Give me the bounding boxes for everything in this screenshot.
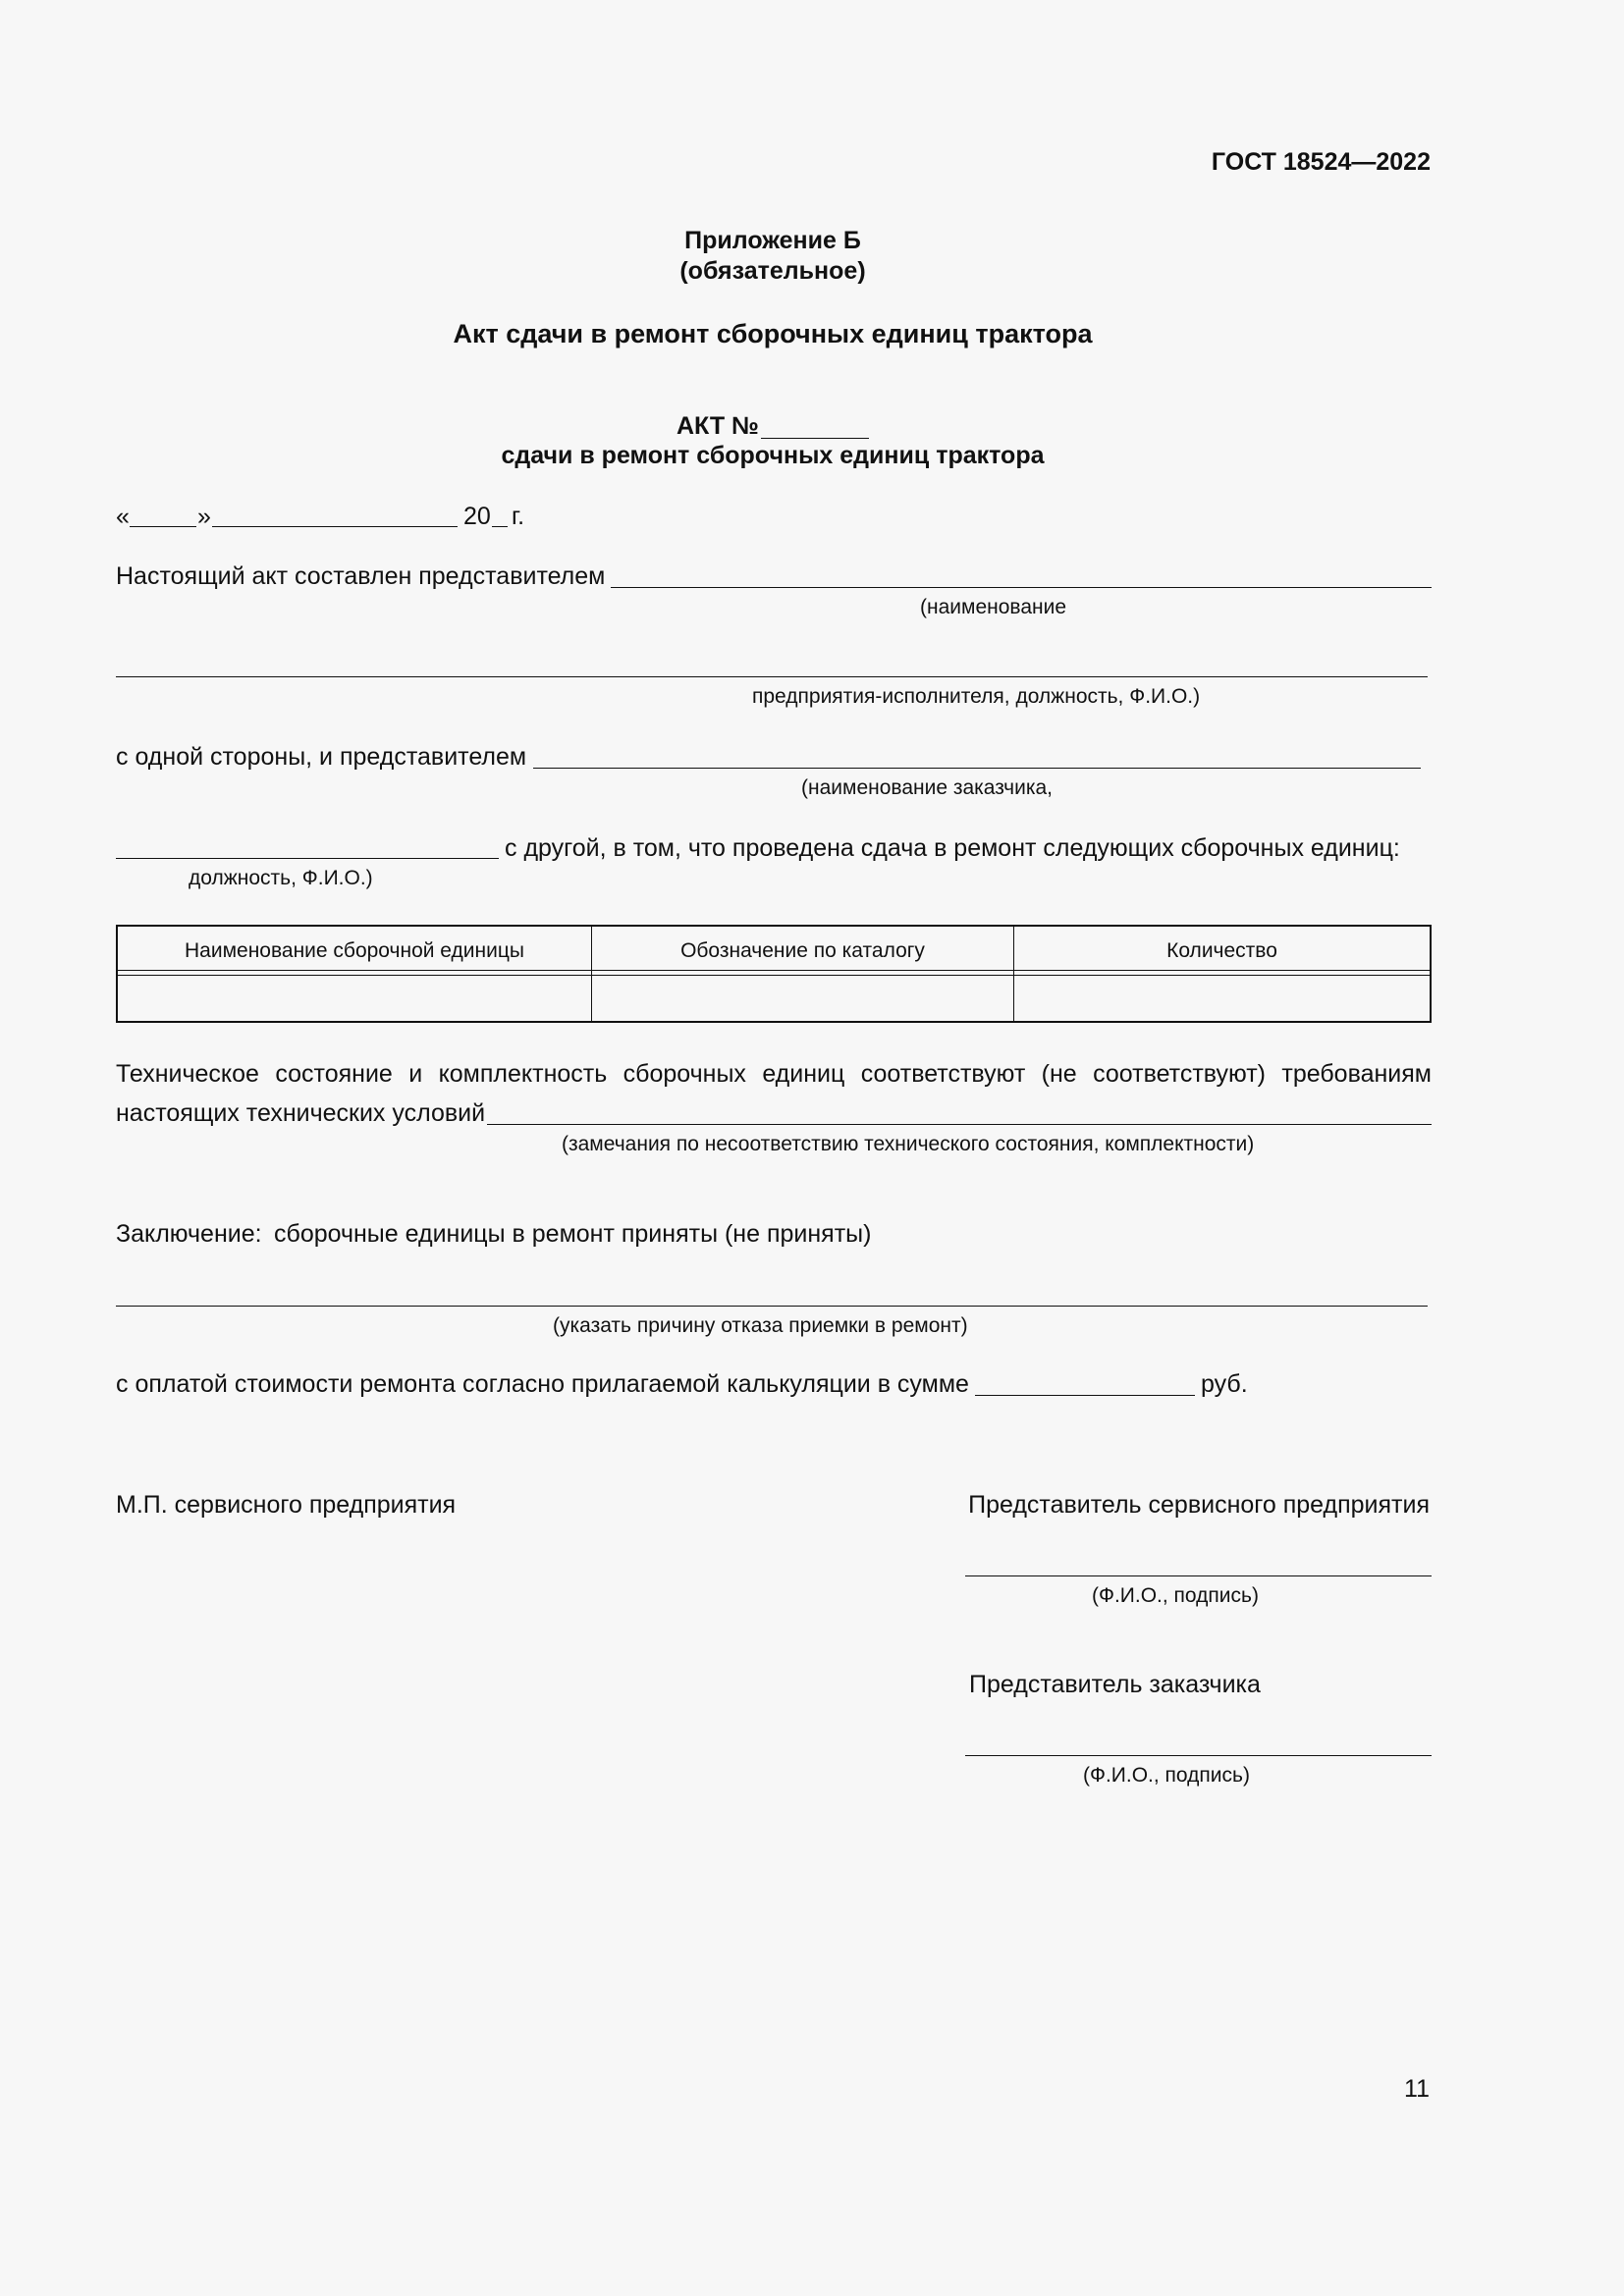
hint-name: (наименование xyxy=(920,596,1066,618)
table-header-name: Наименование сборочной единицы xyxy=(185,939,524,962)
table-cell-catalog[interactable] xyxy=(594,976,1011,1021)
condition-hint: (замечания по несоответствию технического состояния, комплектности) xyxy=(562,1133,1255,1155)
table-header-catalog: Обозначение по каталогу xyxy=(680,939,925,962)
date-year-field[interactable] xyxy=(492,526,508,527)
conclusion-text: сборочные единицы в ремонт приняты (не приняты) xyxy=(274,1220,872,1248)
table-cell-quantity[interactable] xyxy=(1016,976,1428,1021)
appendix-status: (обязательное) xyxy=(679,257,866,285)
refusal-reason-field[interactable] xyxy=(116,1306,1428,1307)
table-header-divider xyxy=(118,970,1430,971)
date-month-field[interactable] xyxy=(212,526,458,527)
date-close-quote: » xyxy=(197,503,211,530)
customer-position-field[interactable] xyxy=(116,858,499,859)
table-header-quantity: Количество xyxy=(1166,939,1277,962)
payment-amount-field[interactable] xyxy=(975,1395,1195,1396)
customer-name-field[interactable] xyxy=(533,768,1421,769)
customer-rep-hint: (Ф.И.О., подпись) xyxy=(1083,1764,1250,1787)
document-title: Акт сдачи в ремонт сборочных единиц трактора xyxy=(453,319,1093,348)
customer-rep-signature-field[interactable] xyxy=(965,1755,1432,1756)
date-open-quote: « xyxy=(116,503,130,530)
act-subtitle: сдачи в ремонт сборочных единиц трактора xyxy=(501,442,1045,469)
composed-by-label: Настоящий акт составлен представителем xyxy=(116,562,606,590)
page-number: 11 xyxy=(1404,2075,1430,2103)
payment-text: с оплатой стоимости ремонта согласно прилагаемой калькуляции в сумме xyxy=(116,1370,969,1398)
service-rep-label: Представитель сервисного предприятия xyxy=(968,1491,1430,1519)
hint-enterprise: предприятия-исполнителя, должность, Ф.И.О.) xyxy=(752,685,1201,708)
date-year-prefix: 20 xyxy=(463,503,491,530)
condition-line-1: Техническое состояние и комплектность сборочных единиц соответствуют (не соответствуют) требованиям xyxy=(116,1060,1432,1088)
condition-remarks-field[interactable] xyxy=(487,1124,1432,1125)
table-cell-name[interactable] xyxy=(120,976,589,1021)
customer-rep-label: Представитель заказчика xyxy=(969,1671,1261,1698)
service-rep-hint: (Ф.И.О., подпись) xyxy=(1092,1584,1259,1607)
service-rep-signature-field[interactable] xyxy=(965,1575,1432,1576)
one-side-label: с одной стороны, и представителем xyxy=(116,743,527,771)
other-side-label: с другой, в том, что проведена сдача в ремонт следующих сборочных единиц: xyxy=(505,834,1400,862)
executor-details-field[interactable] xyxy=(116,676,1428,677)
act-number-label: АКТ № xyxy=(677,412,760,440)
conclusion-label: Заключение: xyxy=(116,1220,262,1248)
assembly-units-table xyxy=(116,925,1432,1023)
date-day-field[interactable] xyxy=(130,526,196,527)
standard-number: ГОСТ 18524—2022 xyxy=(1211,148,1431,176)
conclusion-hint: (указать причину отказа приемки в ремонт) xyxy=(553,1314,968,1337)
hint-position: должность, Ф.И.О.) xyxy=(189,867,373,889)
stamp-label: М.П. сервисного предприятия xyxy=(116,1491,457,1519)
hint-customer: (наименование заказчика, xyxy=(801,776,1053,799)
condition-line-2: настоящих технических условий xyxy=(116,1099,486,1127)
payment-unit: руб. xyxy=(1201,1370,1248,1398)
date-year-suffix: г. xyxy=(512,503,525,530)
executor-name-field[interactable] xyxy=(611,587,1432,588)
act-number-field[interactable] xyxy=(761,438,869,439)
appendix-title: Приложение Б xyxy=(684,227,861,254)
